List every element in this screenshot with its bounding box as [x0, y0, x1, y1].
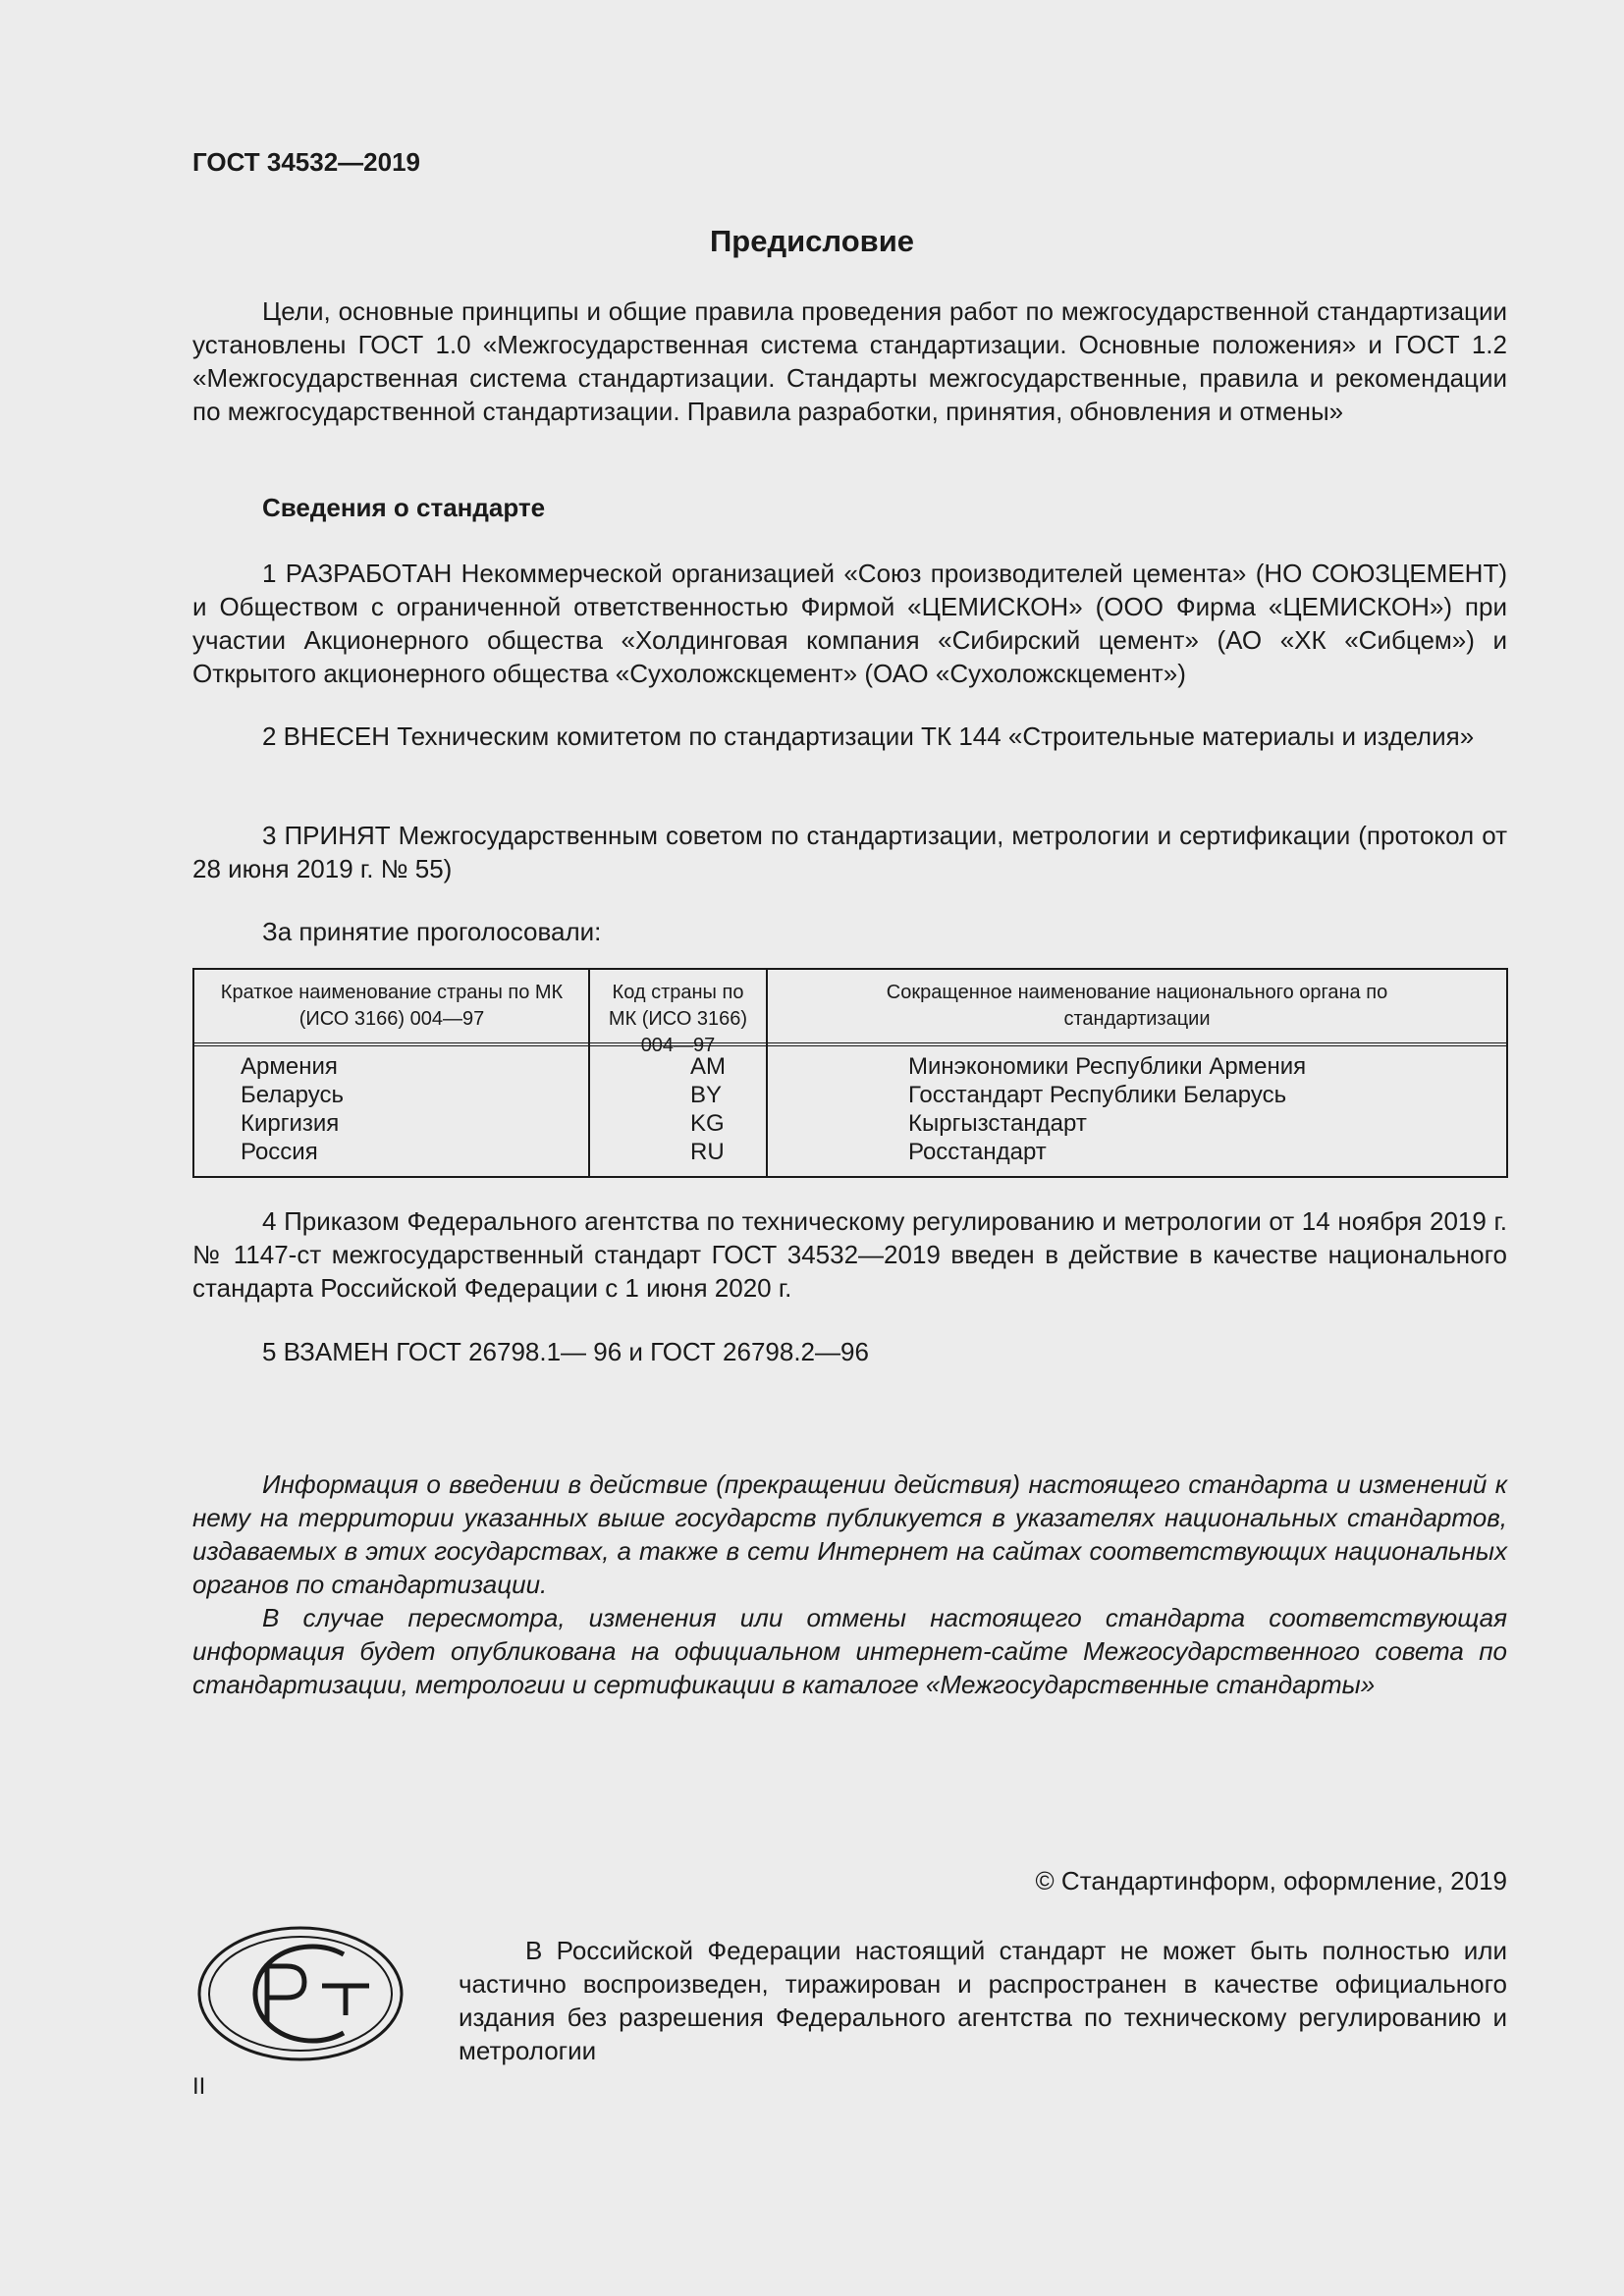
- table-cell-country: Беларусь: [241, 1082, 344, 1108]
- item-3-paragraph: 3 ПРИНЯТ Межгосударственным советом по стандартизации, метрологии и сертификации (протокол от 28 июня 2019 г. № 55): [192, 821, 1507, 883]
- table-cell-country: Россия: [241, 1139, 318, 1165]
- item-1-paragraph: 1 РАЗРАБОТАН Некоммерческой организацией «Союз производителей цемента» (НО СОЮЗЦЕМЕНТ) и Обществом с ограниченной ответственностью Фирмой «ЦЕМИСКОН» (ООО Фирма «ЦЕМИСКОН») при участии Акционерного общества «Холдинговая компания «Сибирский цемент» (АО «ХК «Сибцем») и Открытого акционерного общества «Сухоложскцемент» (ОАО «Сухоложскцемент»): [192, 559, 1507, 688]
- copyright-line: © Стандартинформ, оформление, 2019: [1035, 1866, 1507, 1896]
- table-cell-organ: Кыргызстандарт: [908, 1110, 1087, 1137]
- item-4-paragraph: 4 Приказом Федерального агентства по техническому регулированию и метрологии от 14 ноября 2019 г. № 1147-ст межгосударственный стандарт ГОСТ 34532—2019 введен в действие в качестве национального стандарта Российской Федерации с 1 июня 2020 г.: [192, 1206, 1507, 1303]
- table-header-code: Код страны по МК (ИСО 3166) 004—97: [608, 982, 748, 1056]
- table-column-country: [241, 1052, 344, 1166]
- table-column-organ: [908, 1052, 1306, 1166]
- item-5-line: 5 ВЗАМЕН ГОСТ 26798.1— 96 и ГОСТ 26798.2—96: [262, 1337, 869, 1366]
- table-cell-organ: Минэкономики Республики Армения: [908, 1053, 1307, 1080]
- rst-certification-mark-icon: [196, 1925, 405, 2062]
- table-header-rule: [194, 1042, 1506, 1046]
- table-cell-code: BY: [690, 1082, 723, 1108]
- page-title: Предисловие: [709, 224, 914, 258]
- info-heading: Сведения о стандарте: [262, 493, 546, 522]
- table-header-organ: Сокращенное наименование национального органа по стандартизации: [886, 982, 1388, 1030]
- page-number: II: [192, 2073, 206, 2100]
- table-cell-code: AM: [690, 1053, 726, 1080]
- reproduction-notice: В Российской Федерации настоящий стандарт не может быть полностью или частично воспроизведен, тиражирован и распространен в качестве официального издания без разрешения Федерального агентства по техническому регулированию и метрологии: [459, 1936, 1507, 2065]
- table-column-code: [690, 1052, 726, 1166]
- item-2-paragraph: 2 ВНЕСЕН Техническим комитетом по стандартизации ТК 144 «Строительные материалы и изделия»: [262, 721, 1475, 751]
- table-divider: [588, 970, 590, 1176]
- voting-table: [192, 968, 1508, 1178]
- table-divider: [766, 970, 768, 1176]
- intro-paragraph: Цели, основные принципы и общие правила проведения работ по межгосударственной стандартизации установлены ГОСТ 1.0 «Межгосударственная система стандартизации. Основные положения» и ГОСТ 1.2 «Межгосударственная система стандартизации. Стандарты межгосударственные, правила и рекомендации по межгосударственной стандартизации. Правила разработки, принятия, обновления и отмены»: [192, 296, 1507, 426]
- table-cell-code: KG: [690, 1110, 725, 1137]
- table-cell-country: Армения: [241, 1053, 338, 1080]
- document-id: ГОСТ 34532—2019: [192, 147, 420, 177]
- info-italic-paragraph-2: В случае пересмотра, изменения или отмены настоящего стандарта соответствующая информация будет опубликована на официальном интернет-сайте Межгосударственного совета по стандартизации, метрологии и сертификации в каталоге «Межгосударственные стандарты»: [192, 1603, 1507, 1699]
- table-cell-organ: Росстандарт: [908, 1139, 1047, 1165]
- info-italic-paragraph-1: Информация о введении в действие (прекращении действия) настоящего стандарта и изменений к нему на территории указанных выше государств публикуется в указателях национальных стандартов, издаваемых в этих государствах, а также в сети Интернет на сайтах соответствующих национальных органов по стандартизации.: [192, 1469, 1507, 1599]
- table-cell-code: RU: [690, 1139, 725, 1165]
- table-cell-organ: Госстандарт Республики Беларусь: [908, 1082, 1287, 1108]
- voted-label: За принятие проголосовали:: [262, 917, 602, 946]
- table-cell-country: Киргизия: [241, 1110, 340, 1137]
- table-header-country: Краткое наименование страны по МК (ИСО 3166) 004—97: [220, 982, 564, 1030]
